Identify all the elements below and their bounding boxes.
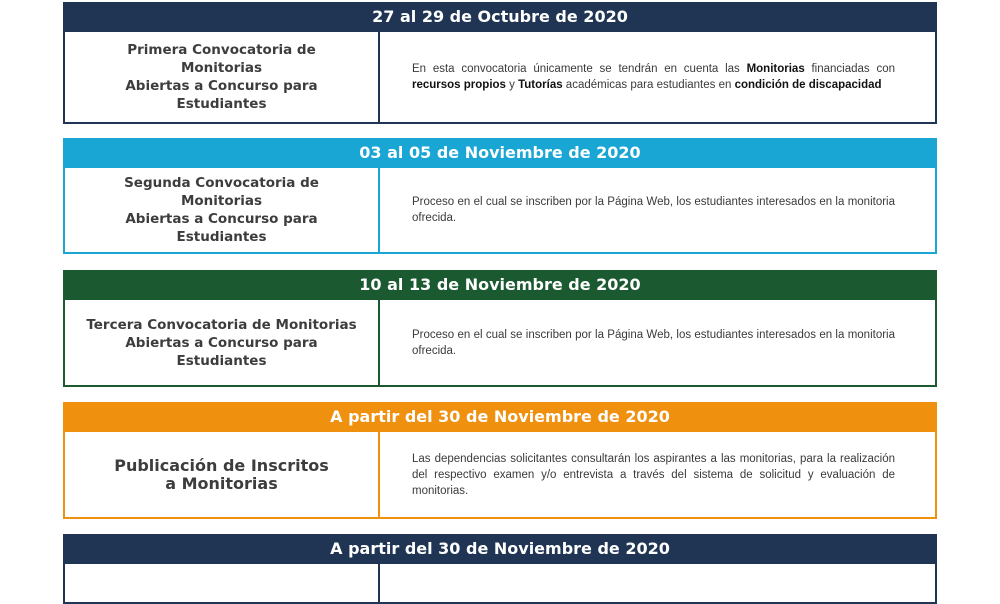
- stage-description: [380, 300, 935, 385]
- stage-description: [380, 168, 935, 252]
- date-header: 27 al 29 de Octubre de 2020: [63, 2, 937, 32]
- description-text: Proceso en el cual se inscriben por la Página Web, los estudiantes interesados en la monitoria ofrecida.: [412, 328, 895, 357]
- date-header: 10 al 13 de Noviembre de 2020: [63, 270, 937, 300]
- stage-title: Tercera Convocatoria de Monitorias Abiertas a Concurso para Estudiantes: [65, 300, 380, 385]
- stage-title: Publicación de Inscritos a Monitorias: [65, 432, 380, 517]
- description-text: Proceso en el cual se inscriben por la Página Web, los estudiantes interesados en la monitoria ofrecida.: [412, 196, 895, 224]
- schedule-block-1: [63, 2, 937, 124]
- emphasis-text: recursos propios: [412, 79, 506, 91]
- schedule-block-4: [63, 402, 937, 519]
- emphasis-text: Tutorías: [518, 79, 563, 91]
- date-header: 03 al 05 de Noviembre de 2020: [63, 138, 937, 168]
- description-text: Las dependencias solicitantes consultarán los aspirantes a las monitorias, para la realización del respectivo examen y/o entrevista a través del sistema de solicitud y evaluación de monitorias.: [412, 452, 895, 497]
- stage-description: [380, 32, 935, 122]
- stage-title: Segunda Convocatoria de Monitorias Abiertas a Concurso para Estudiantes: [65, 168, 380, 252]
- emphasis-text: Monitorias: [746, 63, 805, 75]
- schedule-block-2: [63, 138, 937, 254]
- stage-description: [380, 564, 935, 602]
- description-text: En esta convocatoria únicamente se tendrán en cuenta las: [412, 63, 747, 75]
- description-text: financiadas con: [804, 63, 895, 75]
- schedule-block-5: [63, 534, 937, 604]
- date-header: A partir del 30 de Noviembre de 2020: [63, 402, 937, 432]
- stage-title: Primera Convocatoria de Monitorias Abiertas a Concurso para Estudiantes: [65, 32, 380, 122]
- stage-description: [380, 432, 935, 517]
- description-text: académicas para estudiantes en: [562, 79, 735, 91]
- date-header: A partir del 30 de Noviembre de 2020: [63, 534, 937, 564]
- emphasis-text: condición de discapacidad: [734, 79, 882, 91]
- schedule-block-3: [63, 270, 937, 387]
- description-text: y: [505, 79, 519, 91]
- stage-title: [65, 564, 380, 602]
